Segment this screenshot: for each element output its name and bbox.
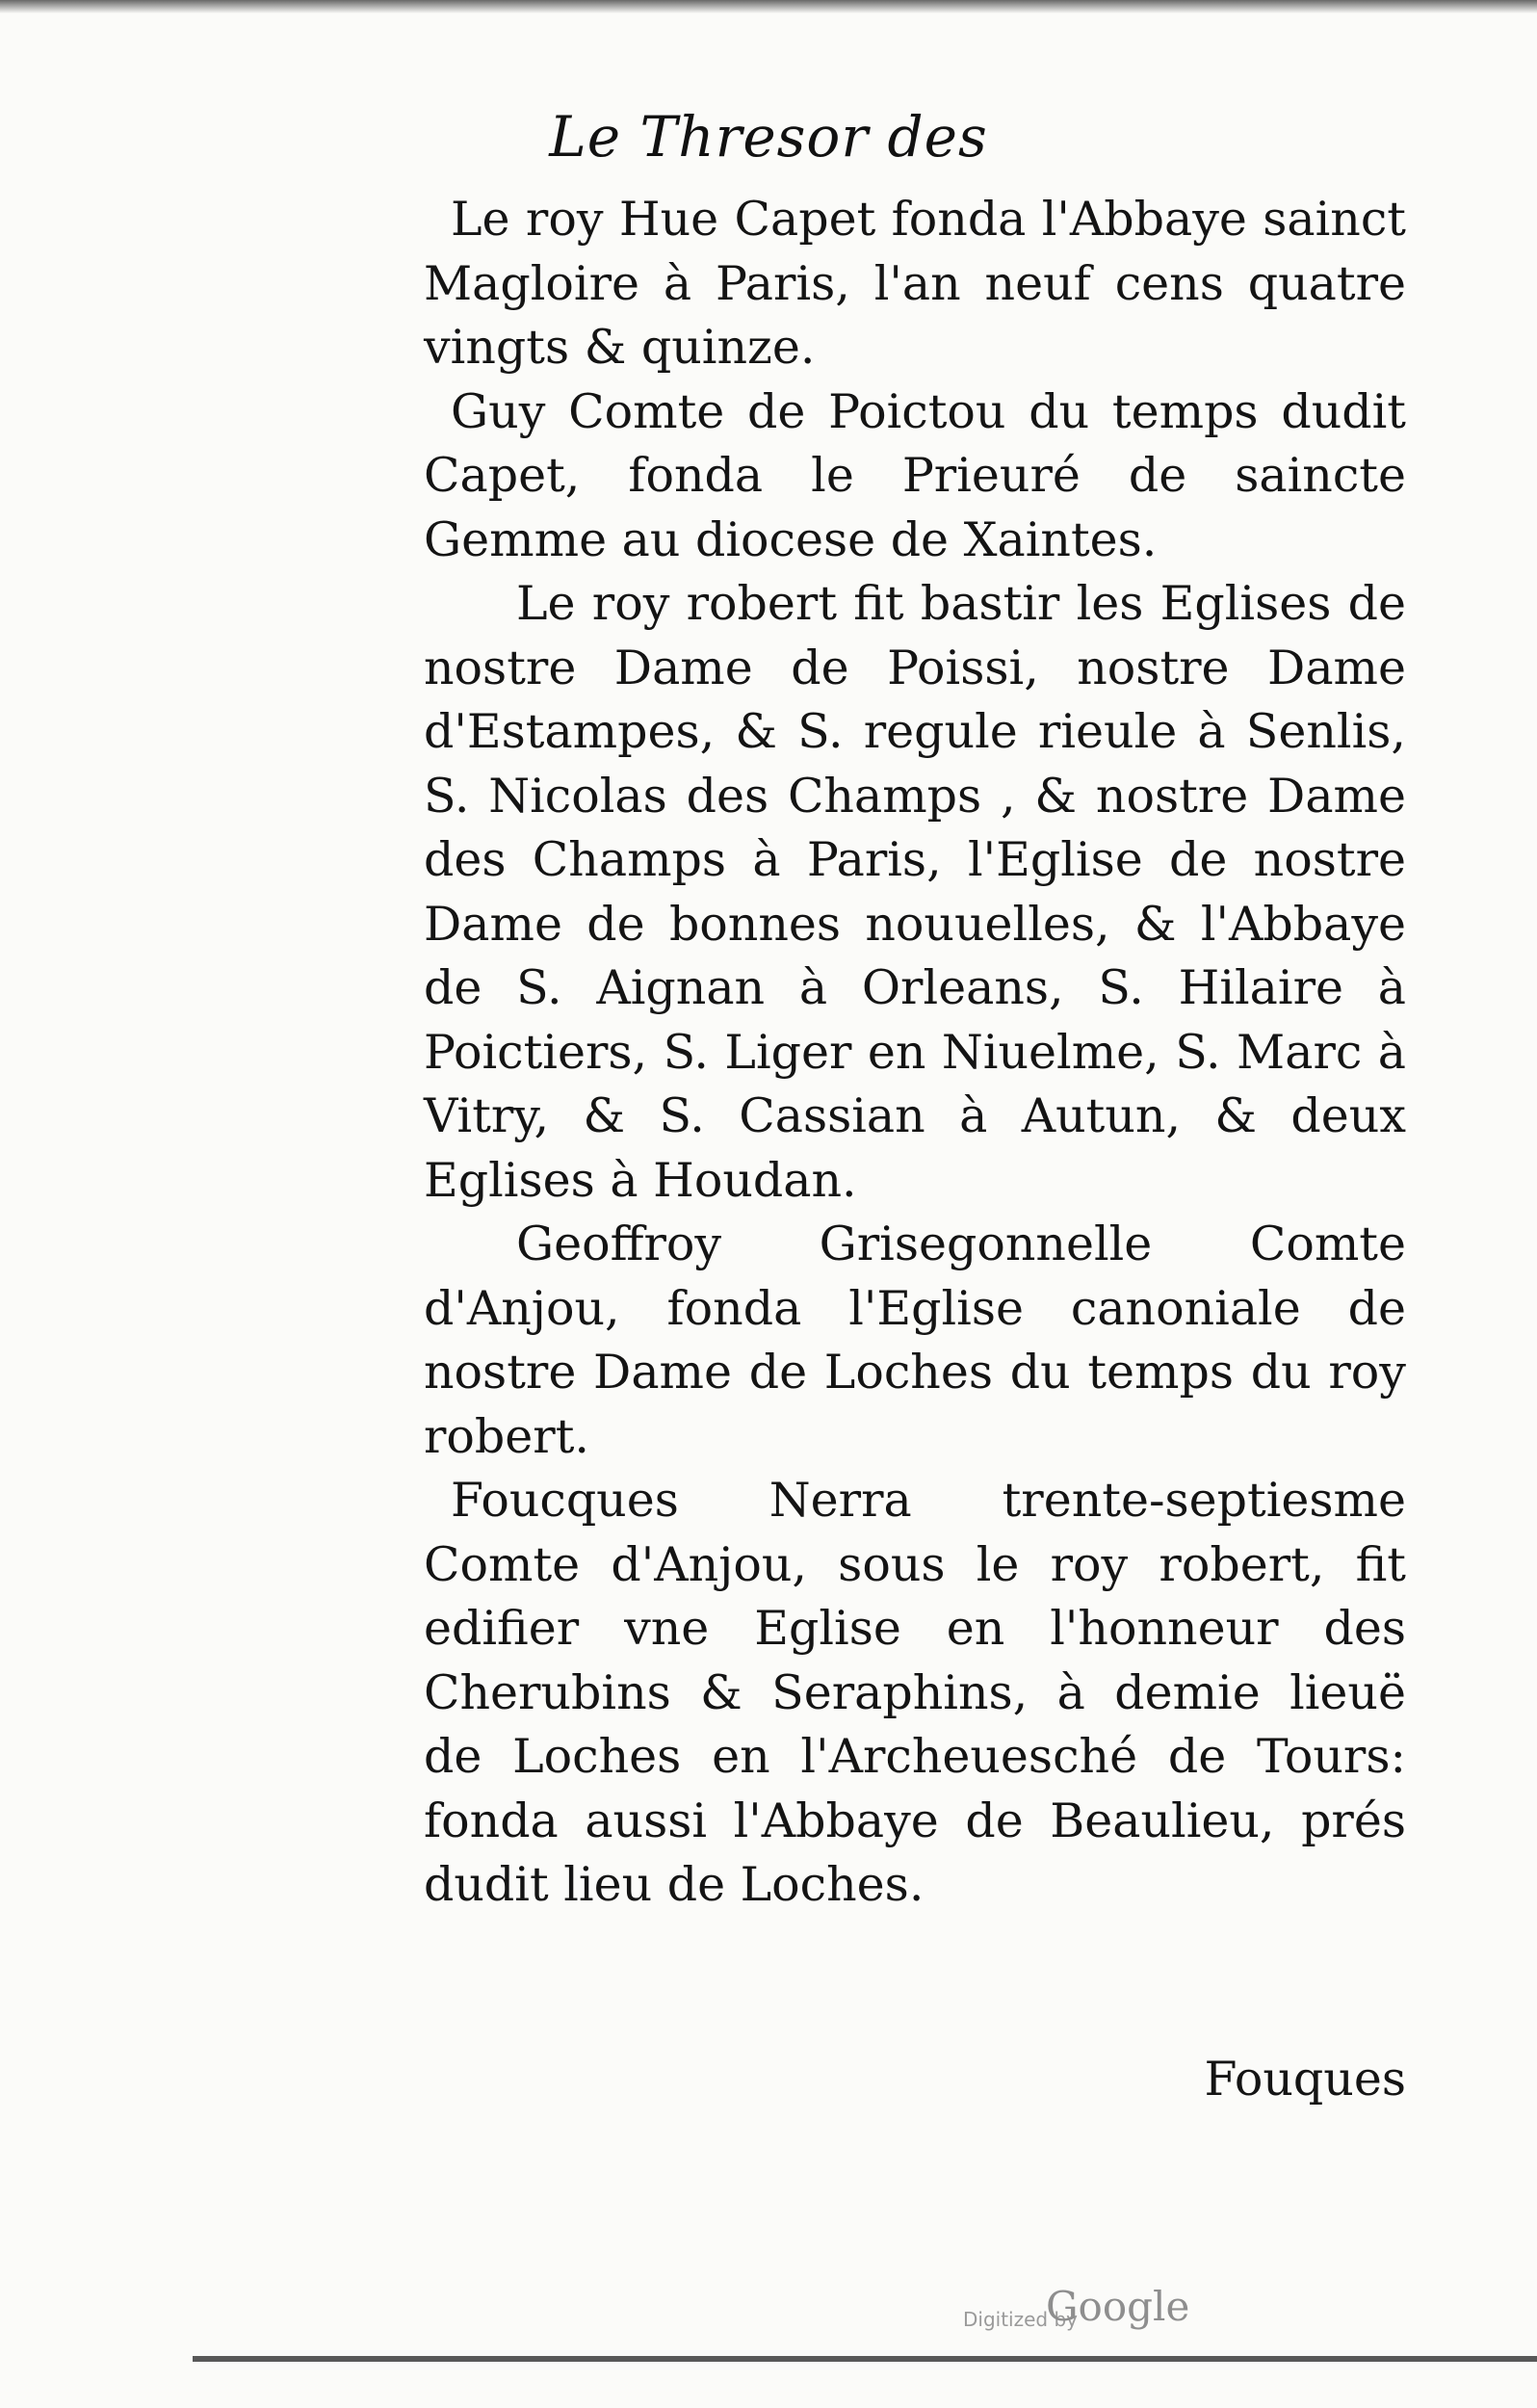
paragraph-guy-comte: Guy Comte de Poictou du temps dudit Capet, fonda le Prieuré de saincte Gemme au diocese de Xaintes. bbox=[424, 383, 1406, 567]
watermark-label: Digitized by bbox=[963, 2308, 1078, 2331]
body-text bbox=[424, 188, 1406, 1918]
paragraph-foucques-nerra: Foucques Nerra trente-septiesme Comte d'Anjou, sous le roy robert, fit edifier vne Eglise en l'honneur des Cherubins & Seraphins, à demie lieuë de Loches en l'Archeuesché de Tours: fonda aussi l'Abbaye de Beaulieu, prés dudit lieu de Loches. bbox=[424, 1473, 1406, 1912]
paragraph-roy-robert: Le roy robert fit bastir les Eglises de nostre Dame de Poissi, nostre Dame d'Estampes, & S. regule rieule à Senlis, S. Nicolas des Champs , & nostre Dame des Champs à Paris, l'Eglise de nostre Dame de bonnes nouuelles, & l'Abbaye de S. Aignan à Orleans, S. Hilaire à Poictiers, S. Liger en Niuelme, S. Marc à Vitry, & S. Cassian à Autun, & deux Eglises à Houdan. bbox=[424, 576, 1406, 1208]
google-logo: Google bbox=[1046, 2283, 1190, 2330]
paragraph-geoffroy: Geoffroy Grisegonnelle Comte d'Anjou, fonda l'Eglise canoniale de nostre Dame de Loches du temps du roy robert. bbox=[424, 1217, 1406, 1464]
page-top-edge bbox=[0, 0, 1537, 13]
page-bottom-edge bbox=[193, 2356, 1537, 2362]
paragraph-hue-capet: Le roy Hue Capet fonda l'Abbaye sainct Magloire à Paris, l'an neuf cens quatre vingts & quinze. bbox=[424, 192, 1406, 375]
catchword: Fouques bbox=[1204, 2052, 1406, 2107]
digitized-watermark bbox=[963, 2283, 1252, 2341]
running-head: Le Thresor des bbox=[549, 104, 988, 170]
